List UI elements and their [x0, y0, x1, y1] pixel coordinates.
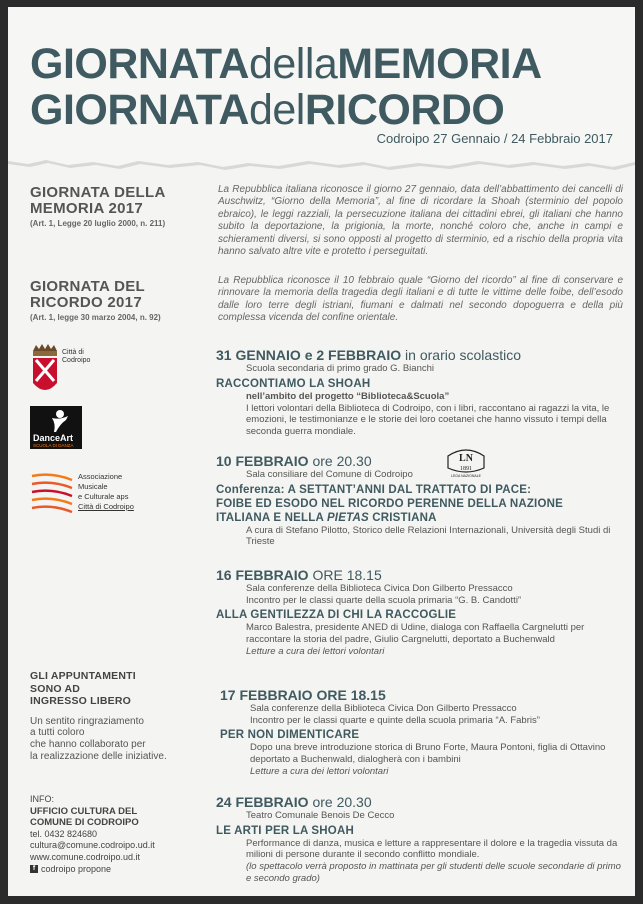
lega-name: LEGA NAZIONALE — [451, 474, 481, 478]
associazione-musicale-logo — [30, 470, 180, 520]
event-place: Sala consiliare del Comune di Codroipo — [246, 469, 413, 480]
event-title: RACCONTIAMO LA SHOAH — [216, 377, 371, 390]
info-website[interactable]: www.comune.codroipo.ud.it — [30, 851, 141, 862]
event-date: 31 GENNAIO e 2 FEBBRAIO in orario scolastico — [216, 347, 521, 363]
title-line-2: GIORNATAdelRICORDO — [30, 86, 505, 134]
citta-di-codroipo-logo — [30, 343, 120, 398]
event-date: 16 FEBBRAIO ORE 18.15 — [216, 567, 382, 583]
dancer-icon — [30, 406, 82, 436]
event-place: Teatro Comunale Benois De Cecco — [246, 810, 395, 821]
facebook-icon: f — [30, 865, 38, 873]
info-label: INFO: — [30, 794, 54, 804]
event-31-gennaio — [216, 347, 628, 438]
event-body: A cura di Stefano Pilotto, Storico delle Relazioni Internazionali, Università degli Studi di Trieste — [246, 524, 611, 548]
event-place-detail: Incontro per le classi quarte e quinte della scuola primaria “A. Fabris” — [250, 714, 540, 726]
ricordo-text: La Repubblica riconosce il 10 febbraio quale “Giorno del ricordo” al fine di conservare e rinnovare la memoria della tragedia degli italiani e di tutte le vittime delle foibe, dell’esodo dalle loro terre degli istriani, fiumani e dalmati nel secondo dopoguerra e della più complessa vicenda del confine orientale. — [218, 275, 623, 324]
poster — [8, 7, 635, 896]
event-place: Sala conferenze della Biblioteca Civica Don Gilberto Pressacco — [250, 703, 517, 714]
event-date: 24 FEBBRAIO ore 20.30 — [216, 794, 372, 810]
event-16-febbraio — [216, 567, 628, 658]
event-subtitle: nell’ambito del progetto “Biblioteca&Scuola” — [246, 390, 450, 402]
event-date: 10 FEBBRAIO ore 20.30 — [216, 453, 372, 469]
event-body: I lettori volontari della Biblioteca di Codroipo, con i libri, raccontano ai ragazzi la vita, le emozioni, le testimonianze e le storie dei loro coetanei che hanno vissuto i tempi della seconda guerra mondiale. — [246, 402, 610, 438]
event-note: Letture a cura dei lettori volontari — [246, 645, 385, 657]
memoria-text: La Repubblica italiana riconosce il giorno 27 gennaio, data dell’abbattimento dei cancelli di Auschwitz, “Giorno della Memoria”, al fine di ricordare la Shoah (sterminio del popolo ebraico), le leggi razziali, la persecuzione italiana dei cittadini ebrei, gli italiani che hanno subito la deportazione, la prigionia, la morte, nonché coloro che, anche in campi e schieramenti diversi, si sono opposti al progetto di sterminio, ed a rischio della propria vita hanno salvato altre vite e protetto i perseguitati. — [218, 184, 623, 258]
info-facebook[interactable]: f codroipo propone — [30, 864, 215, 876]
event-place: Scuola secondaria di primo grado G. Bianchi — [246, 363, 434, 374]
thanks-text: Un sentito ringraziamento a tutti coloro che hanno collaborato per la realizzazione delle iniziative. — [30, 715, 167, 762]
event-title: Conferenza: A SETTANT’ANNI DAL TRATTATO DI PACE: FOIBE ED ESODO NEL RICORDO PERENNE DELLA NAZIONE ITALIANA E NELLA PIETAS CRISTIANA — [216, 483, 563, 524]
event-body: Performance di danza, musica e letture a rappresentare il dolore e la tragedia vissuta da milioni di persone durante il secondo conflitto mondiale. — [246, 837, 618, 861]
event-24-febbraio — [216, 794, 628, 885]
memoria-heading: GIORNATA DELLA MEMORIA 2017 (Art. 1, Legge 20 luglio 2000, n. 211) — [30, 184, 166, 228]
event-title: PER NON DIMENTICARE — [220, 729, 360, 742]
event-title: LE ARTI PER LA SHOAH — [216, 824, 354, 837]
music-waves-icon — [30, 470, 74, 518]
event-body: Marco Balestra, presidente ANED di Udine, dialoga con Raffaella Cargnelutti per raccontare la storia del padre, Giulio Cargnelutti, deportato a Buchenwald — [246, 622, 585, 645]
subtitle: Codroipo 27 Gennaio / 24 Febbraio 2017 — [376, 131, 613, 146]
ricordo-heading: GIORNATA DEL RICORDO 2017 (Art. 1, legge 30 marzo 2004, n. 92) — [30, 278, 161, 322]
danceart-logo: DanceArt SCUOLA DI DANZA — [30, 406, 82, 449]
lega-nazionale-logo — [444, 446, 488, 478]
event-note: (lo spettacolo verrà proposto in mattinata per gli studenti delle scuole secondarie di primo e secondo grado) — [246, 861, 621, 884]
associazione-label: Associazione Musicale e Culturale aps Città di Codroipo — [78, 472, 134, 511]
info-phone[interactable]: tel. 0432 824680 — [30, 828, 98, 839]
event-17-febbraio — [220, 687, 632, 778]
info-block: INFO: UFFICIO CULTURA DEL COMUNE DI CODROIPO tel. 0432 824680 cultura@comune.codroipo.ud.it www.comune.codroipo.ud.it f codroipo propone — [30, 794, 215, 875]
header — [8, 7, 635, 165]
event-note: Letture a cura dei lettori volontari — [250, 765, 389, 777]
event-body: Dopo una breve introduzione storica di Bruno Forte, Maura Pontoni, figlia di Ottavino deportato a Buchenwald, dialogherà con i bambini — [250, 742, 606, 765]
info-email[interactable]: cultura@comune.codroipo.ud.it — [30, 840, 155, 851]
torn-paper-edge — [8, 155, 635, 177]
free-entry-block: GLI APPUNTAMENTI SONO AD INGRESSO LIBERO Un sentito ringraziamento a tutti coloro che hanno collaborato per la realizzazione delle iniziative. — [30, 670, 200, 763]
citta-label: Città di Codroipo — [62, 349, 91, 364]
event-10-febbraio — [216, 453, 628, 548]
title-line-1: GIORNATAdellaMEMORIA — [30, 40, 542, 88]
event-date: 17 FEBBRAIO ORE 18.15 — [220, 687, 386, 703]
event-place-detail: Incontro per le classi quarte della scuola primaria “G. B. Candotti” — [246, 594, 522, 606]
event-title: ALLA GENTILEZZA DI CHI LA RACCOGLIE — [216, 609, 457, 622]
event-place: Sala conferenze della Biblioteca Civica Don Gilberto Pressacco — [246, 583, 513, 594]
lega-mark: LN — [459, 453, 473, 464]
lega-year: 1891 — [460, 466, 472, 472]
coat-of-arms-icon — [30, 343, 60, 398]
